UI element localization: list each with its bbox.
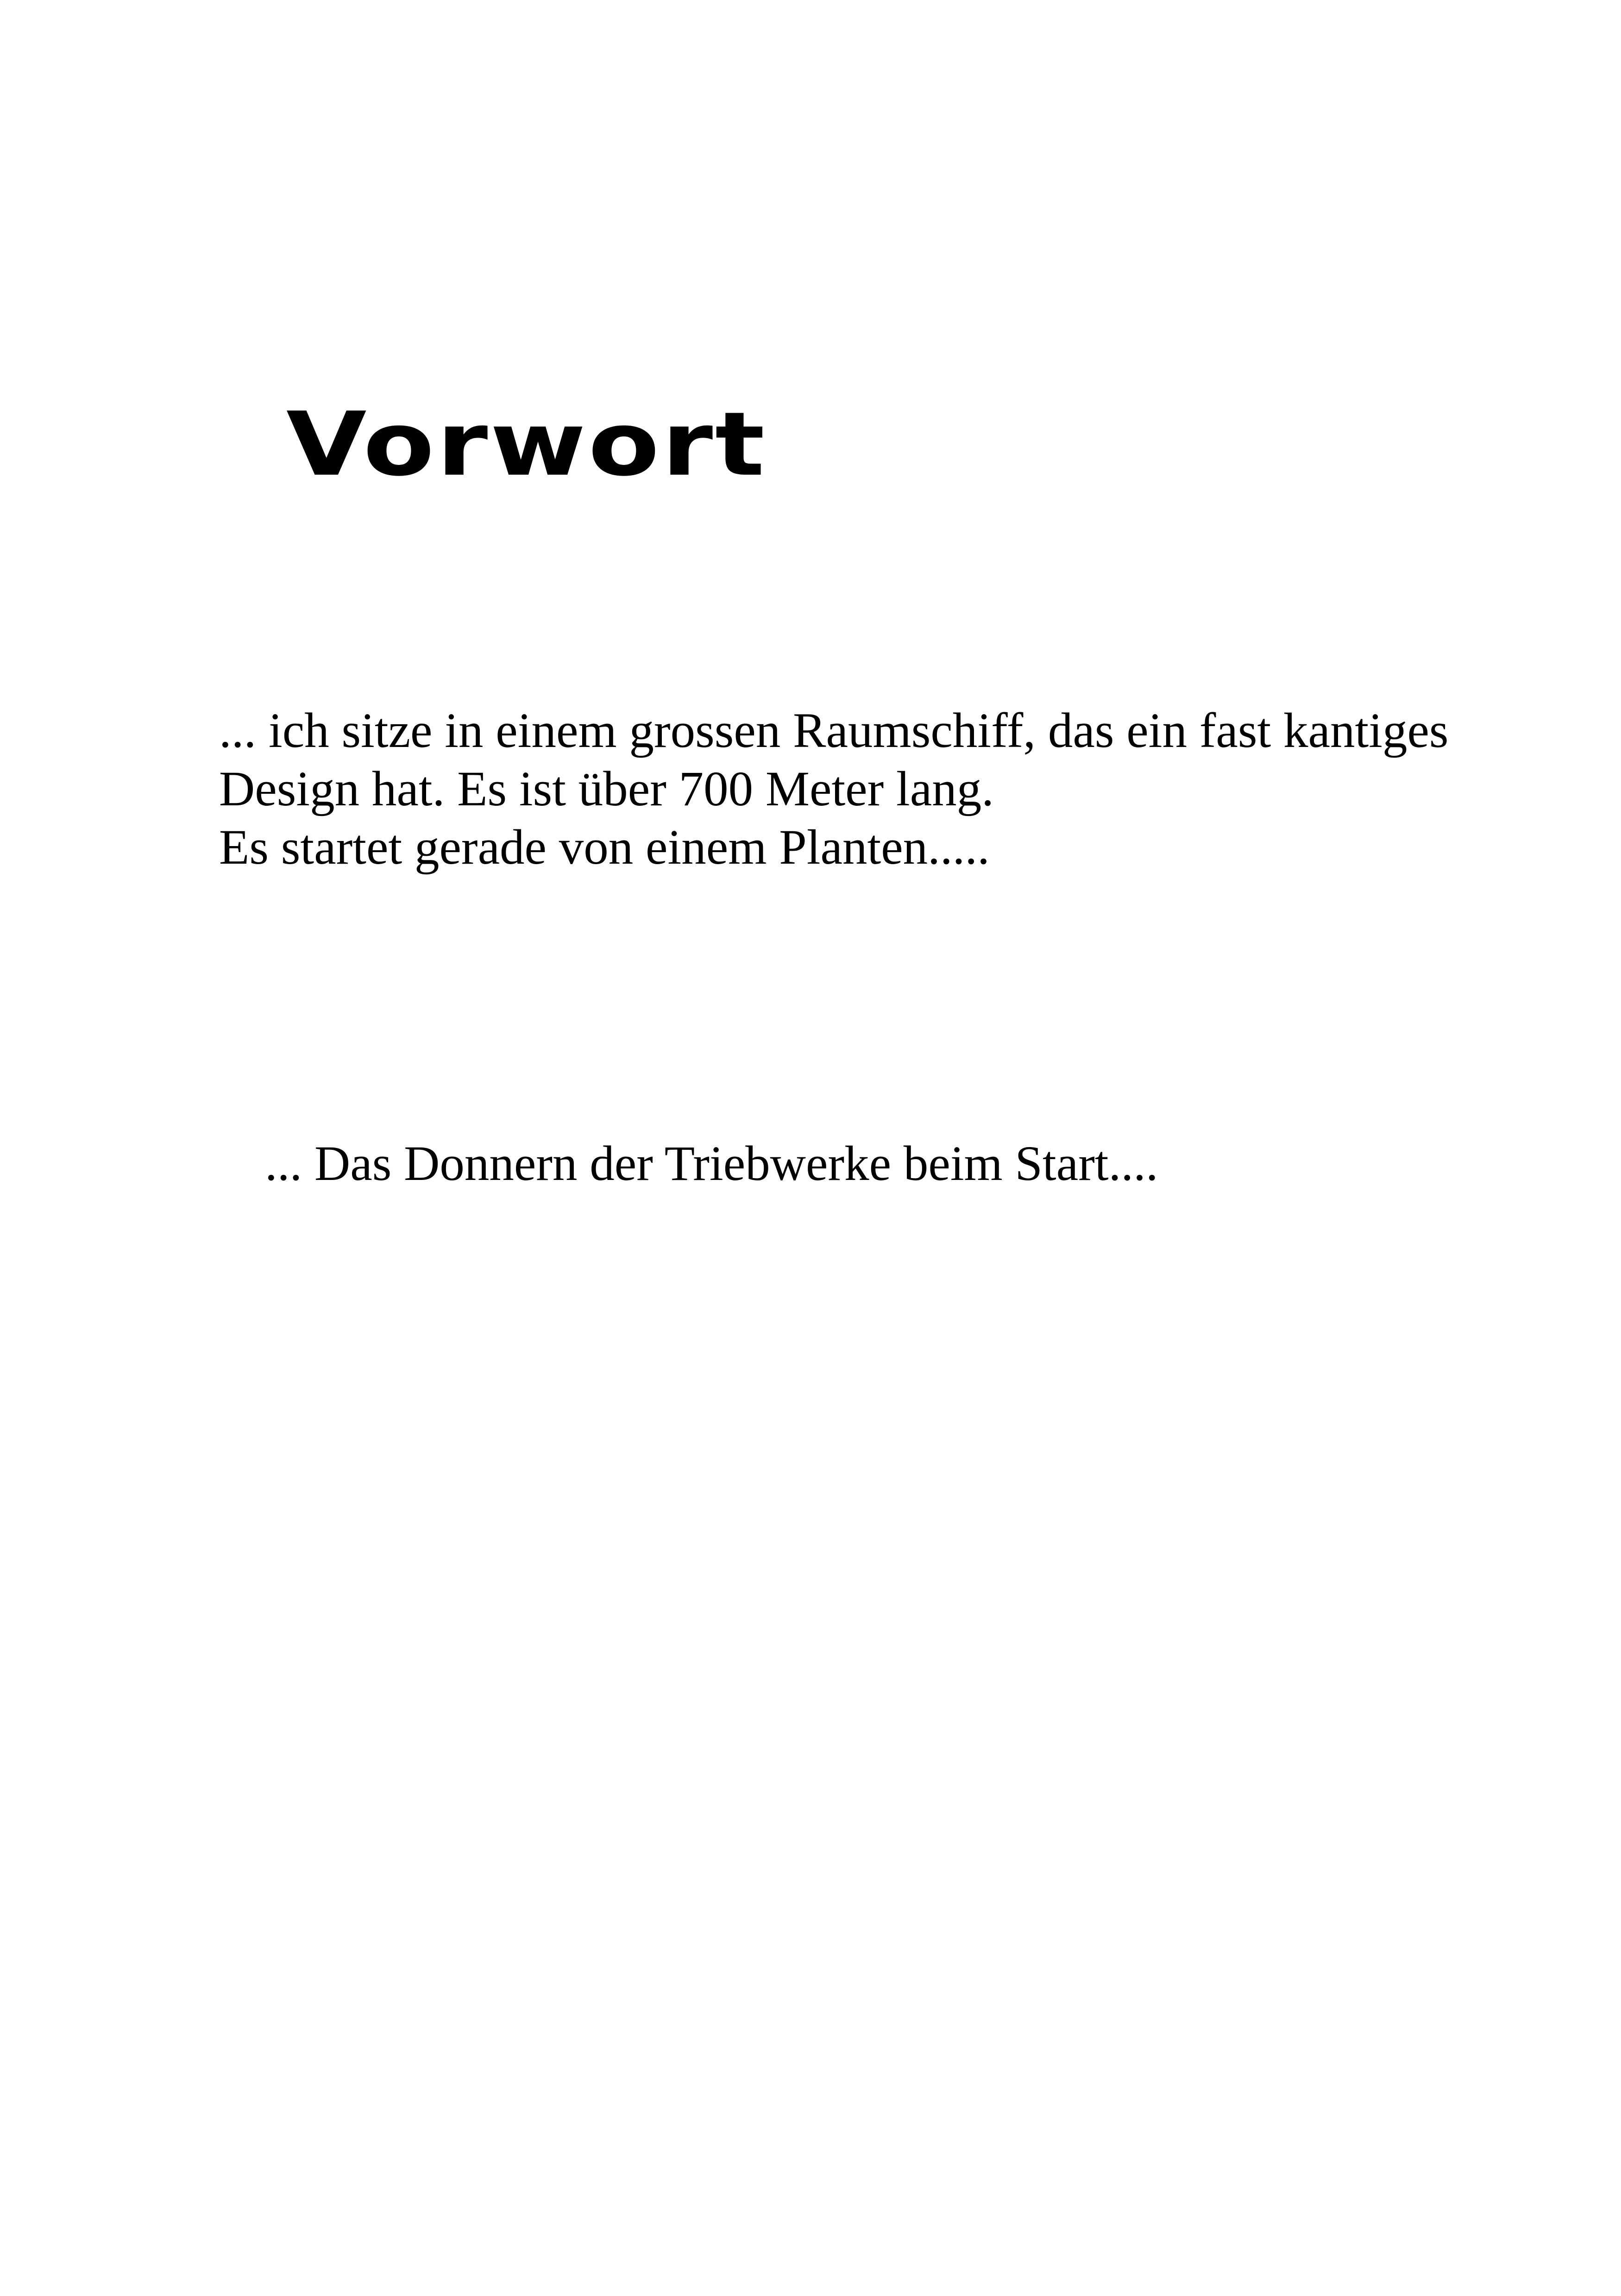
intro-line: ... ich sitze in einem grossen Raumschiff, das ein fast kantiges (219, 703, 1449, 758)
second-paragraph: ... Das Donnern der Triebwerke beim Start.... (265, 1136, 1158, 1191)
intro-line: Design hat. Es ist über 700 Meter lang. (219, 762, 994, 816)
intro-paragraph (219, 702, 1449, 877)
page-title: Vorwort (286, 393, 767, 496)
intro-line: Es startet gerade von einem Planten..... (219, 820, 990, 875)
